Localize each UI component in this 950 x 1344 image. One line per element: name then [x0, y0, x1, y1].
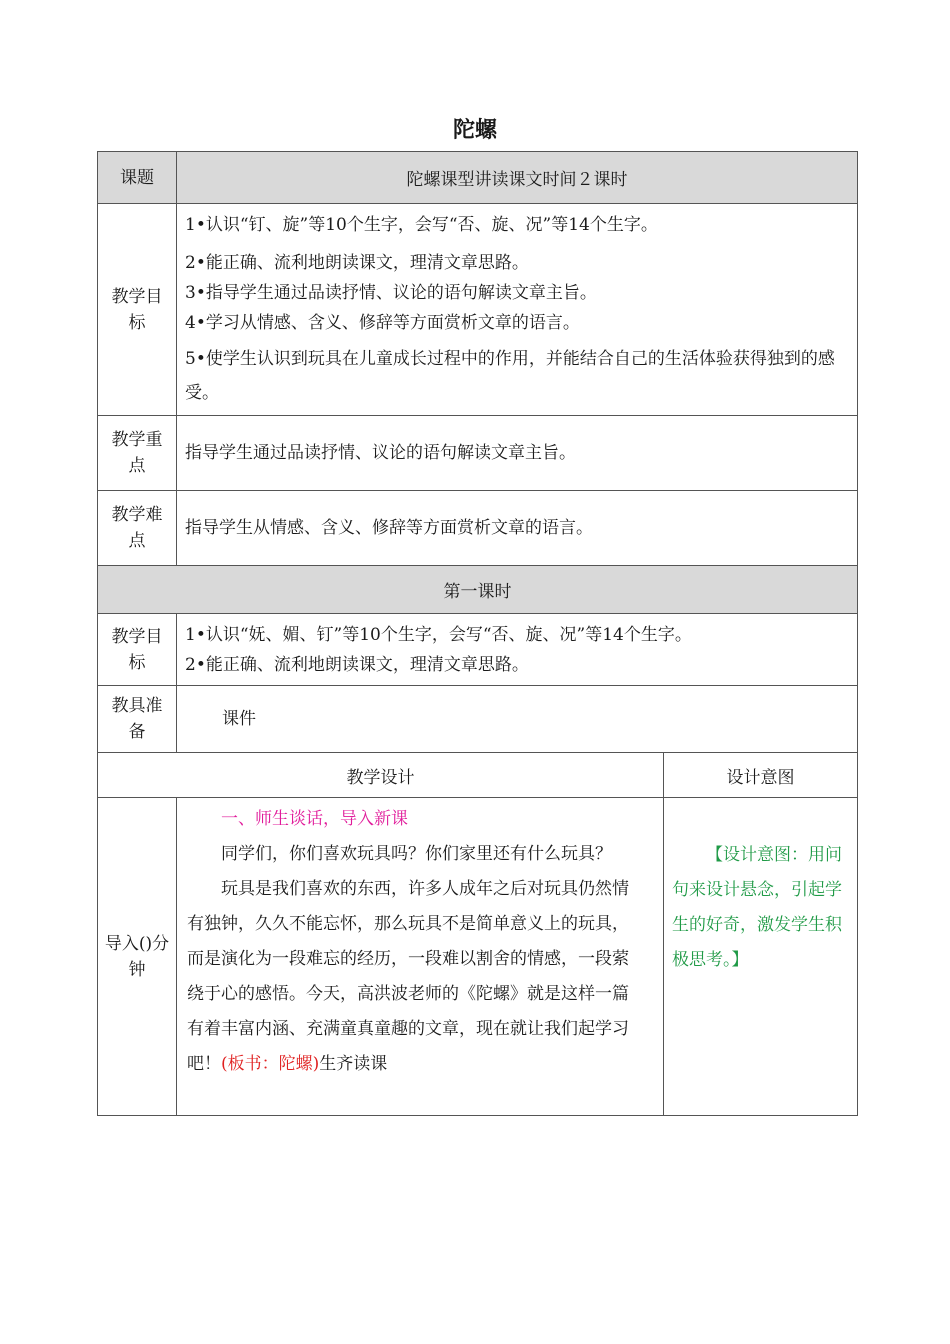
goals-row	[98, 204, 858, 416]
topic-content: 陀螺课型讲读课文时间２课时	[177, 152, 858, 204]
intro-intent: 【设计意图：用问句来设计悬念，引起学生的好奇，激发学生积极思考。】	[664, 798, 858, 1116]
goal-item: 4•学习从情感、含义、修辞等方面赏析文章的语言。	[185, 312, 580, 333]
design-header: 教学设计	[98, 753, 664, 798]
first-lesson-row	[98, 566, 858, 614]
materials-row	[98, 686, 858, 753]
difficulties-label: 教学难点	[98, 491, 177, 566]
lesson-goals-content	[177, 614, 858, 686]
goal-item: 1•认识“妩、媚、钉”等10个生字，会写“否、旋、况”等14个生字。	[185, 624, 692, 645]
design-header-row	[98, 753, 858, 798]
topic-row	[98, 152, 858, 204]
goal-item: 5•使学生认识到玩具在儿童成长过程中的作用，并能结合自己的生活体验获得独到的感受。	[185, 348, 835, 403]
materials-content: 课件	[177, 686, 858, 753]
difficulties-content: 指导学生从情感、含义、修辞等方面赏析文章的语言。	[177, 491, 858, 566]
materials-label: 教具准备	[98, 686, 177, 753]
lesson-goals-label: 教学目标	[98, 614, 177, 686]
intro-paragraph: 玩具是我们喜欢的东西，许多人成年之后对玩具仍然情有独钟，久久不能忘怀，那么玩具不是简单意义上的玩具，而是演化为一段难忘的经历，一段难以割舍的情感，一段萦绕于心的感悟。今天，高洪波老师的《陀螺》就是这样一篇有着丰富内涵、充满童真童趣的文章，现在就让我们起学习吧！(板书：陀螺)生齐读课	[187, 879, 629, 1074]
goal-item: 2•能正确、流利地朗读课文，理清文章思路。	[185, 654, 529, 675]
intro-paragraph: 同学们，你们喜欢玩具吗？你们家里还有什么玩具？	[221, 844, 612, 864]
lesson-plan-table	[97, 151, 858, 1116]
goals-label: 教学目标	[98, 204, 177, 416]
intent-header: 设计意图	[664, 753, 858, 798]
lesson-goals-row	[98, 614, 858, 686]
section-heading: 一、师生谈话，导入新课	[221, 809, 408, 829]
goal-item: 1•认识“钉、旋”等10个生字，会写“否、旋、况”等14个生字。	[185, 214, 658, 235]
document-title: 陀螺	[452, 118, 497, 143]
intro-label: 导入()分钟	[98, 798, 177, 1116]
goal-item: 2•能正确、流利地朗读课文，理清文章思路。	[185, 252, 529, 273]
key-points-content: 指导学生通过品读抒情、议论的语句解读文章主旨。	[177, 416, 858, 491]
difficulties-row	[98, 491, 858, 566]
goal-item: 3•指导学生通过品读抒情、议论的语句解读文章主旨。	[185, 282, 597, 303]
goals-content	[177, 204, 858, 416]
key-points-row	[98, 416, 858, 491]
key-points-label: 教学重点	[98, 416, 177, 491]
intro-row	[98, 798, 858, 1116]
intro-content	[177, 798, 664, 1116]
board-note: (板书：陀螺)	[221, 1054, 320, 1074]
first-lesson-label: 第一课时	[98, 566, 858, 614]
topic-label: 课题	[98, 152, 177, 204]
